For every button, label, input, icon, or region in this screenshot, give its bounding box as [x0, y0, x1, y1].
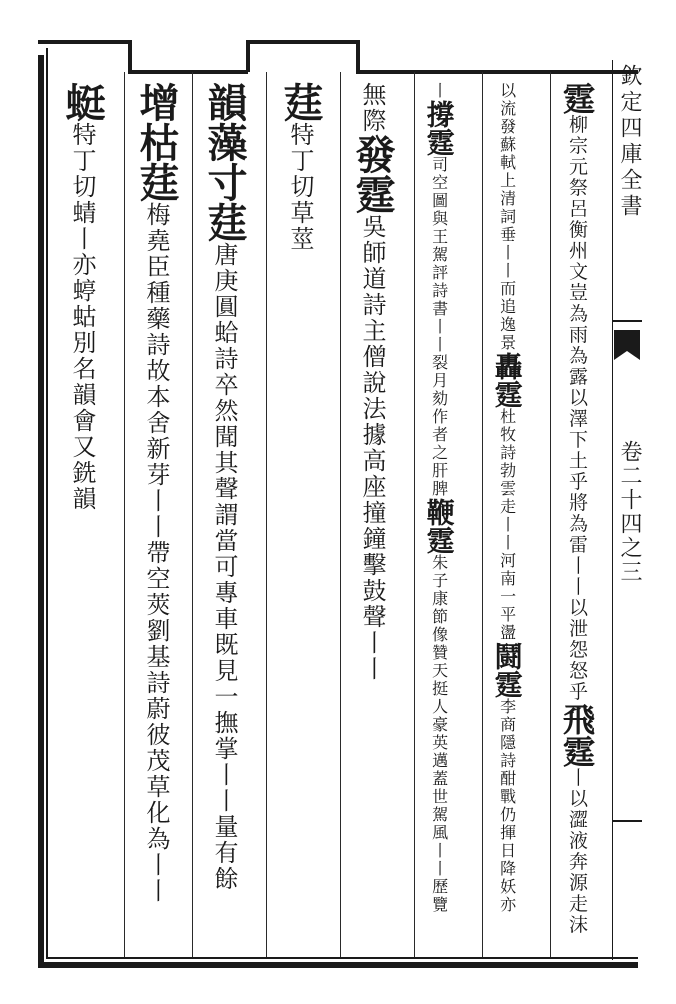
column-rule: [550, 72, 551, 957]
text-column: [490, 82, 524, 914]
entry-text: 柳宗元祭呂衡州文豈為雨為露以澤下土乎將為雷丨丨以泄怨怒乎: [566, 114, 588, 703]
entry-text: 朱子康節像贊天挺人豪英邁蓋世駕風丨丨歷覽: [429, 554, 449, 914]
column-rule: [414, 72, 415, 957]
entry-text: 丨以澀液奔源走沫: [566, 767, 588, 936]
entry-text: 以流發蘇軾上清詞垂丨丨而追逸景: [497, 82, 517, 352]
text-column: [348, 82, 396, 682]
entry-text: 特丁切蜻丨亦蝏蛄別名韻會又銑韻: [68, 122, 96, 512]
entry-text: 無際: [358, 82, 386, 134]
column-rule: [482, 72, 483, 957]
entry-head: 發霆: [349, 134, 396, 214]
entry-text: 丨: [429, 82, 449, 100]
inner-rule: [46, 48, 48, 958]
text-column: [422, 82, 456, 914]
entry-head: 鬪霆: [490, 642, 524, 698]
entry-head: 增枯莛: [133, 82, 180, 202]
book-title: 欽定四庫全書: [617, 64, 642, 220]
entry-head: 韻藻寸莛: [201, 82, 248, 242]
entry-head: 轟霆: [490, 352, 524, 408]
entry-text: 唐庚圓蛤詩卒然聞其聲謂當可專車既見一撫掌丨丨量有餘: [210, 242, 238, 892]
text-column: [132, 82, 180, 904]
column-rule: [192, 72, 193, 957]
entry-head: 撐霆: [422, 100, 456, 156]
column-rule: [266, 72, 267, 957]
text-column: [200, 82, 248, 892]
entry-text: 梅堯臣種藥詩故本舍新芽丨丨帶空莢劉基詩蔚彼茂草化為丨丨: [142, 202, 170, 904]
entry-head: 霆: [558, 82, 597, 115]
margin-rule: [612, 820, 642, 822]
entry-text: 李商隱詩酣戰仍揮日降妖亦: [497, 698, 517, 914]
text-column: [558, 82, 597, 936]
inner-rule: [46, 957, 638, 959]
entry-head: 蜓: [59, 82, 106, 122]
column-rule: [124, 72, 125, 957]
entry-head: 飛霆: [558, 702, 597, 768]
entry-head: 莛: [277, 82, 324, 122]
column-rule: [340, 72, 341, 957]
entry-head: 鞭霆: [422, 498, 456, 554]
margin-rule: [612, 320, 642, 322]
entry-text: 特丁切草莖: [286, 122, 314, 252]
border-rule: [38, 40, 128, 44]
text-column: [276, 82, 324, 252]
border-rule: [246, 40, 358, 44]
text-column: [58, 82, 106, 512]
page-frame: [38, 55, 638, 968]
entry-text: 吳師道詩主僧說法據高座撞鐘擊鼓聲丨丨: [358, 214, 386, 682]
entry-text: 杜牧詩勃雲走丨丨河南一平盪: [497, 408, 517, 642]
entry-text: 司空圖與王駕評詩書丨丨裂月劾作者之肝脾: [429, 156, 449, 498]
volume-label: 卷二十四之三: [617, 440, 642, 584]
